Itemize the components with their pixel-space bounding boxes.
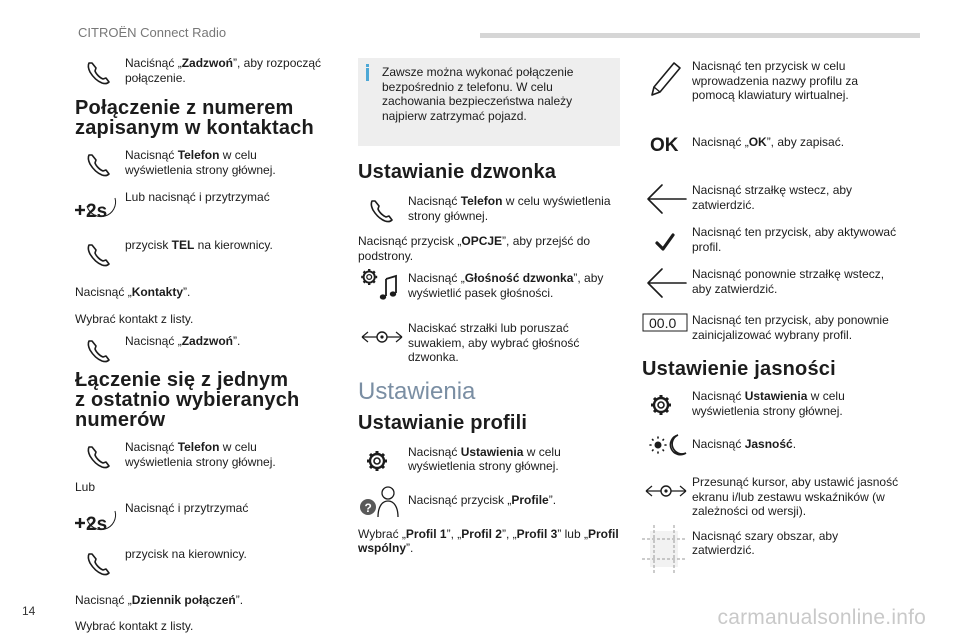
heading-brightness: Ustawienie jasności — [642, 358, 836, 380]
header-divider-bar — [480, 33, 920, 38]
reset-label: 00.0 — [649, 315, 677, 331]
phone-handset-icon — [75, 330, 125, 370]
step-text: Nacisnąć Telefon w celu wyświetlenia strony głównej. — [408, 194, 611, 223]
column-left — [75, 52, 323, 634]
gear-music-note-icon — [358, 267, 408, 307]
step-text: Lub nacisnąć i przytrzymać — [125, 190, 270, 204]
watermark: carmanualsonline.info — [717, 606, 926, 629]
step-call — [75, 330, 323, 370]
step-text: Nacisnąć ten przycisk, aby ponownie zainicjalizować wybrany profil. — [692, 313, 889, 342]
step-brightness-slider — [642, 471, 904, 519]
heading-profiles: Ustawianie profili — [358, 411, 528, 434]
checkmark-icon — [642, 221, 692, 261]
step-text: Nacisnąć szary obszar, aby zatwierdzić. — [692, 528, 839, 557]
step-text: Nacisnąć Jasność. — [692, 437, 797, 451]
column-right — [642, 55, 904, 573]
step-select-contact: Wybrać kontakt z listy. — [75, 311, 194, 326]
pencil-icon — [642, 55, 692, 103]
step-phone-home-2 — [75, 436, 323, 476]
step-settings-home-2 — [642, 385, 904, 425]
step-text: Nacisnąć ten przycisk, aby aktywować profil. — [692, 225, 897, 254]
info-note — [358, 58, 620, 146]
step-settings-home — [358, 441, 620, 481]
phone-handset-icon — [75, 436, 125, 476]
step-call-start — [75, 52, 323, 92]
step-text: Nacisnąć przycisk „Profile”. — [408, 492, 557, 507]
phone-handset-icon — [75, 234, 125, 274]
step-or: Lub — [75, 480, 96, 494]
brightness-moon-icon — [642, 425, 692, 465]
section-title-settings: Ustawienia — [358, 377, 476, 405]
step-activate-profile — [642, 221, 904, 261]
heading-recent-numbers: Łączenie się z jednym z ostatnio wybieranych numerów — [75, 369, 300, 431]
phone-handset-icon — [75, 543, 125, 583]
step-text: przycisk TEL na kierownicy. — [125, 238, 273, 252]
column-middle — [358, 162, 620, 556]
step-options: Nacisnąć przycisk „OPCJE”, aby przejść do podstrony. — [358, 234, 591, 263]
step-select-profile: Wybrać „Profil 1”, „Profil 2”, „Profil 3” lub „Profil wspólny”. — [358, 526, 619, 555]
step-text: Nacisnąć „Głośność dzwonka”, aby wyświetlić pasek głośności. — [408, 271, 604, 300]
ok-label: OK — [650, 135, 679, 156]
page-number: 14 — [22, 604, 36, 618]
step-grey-area — [642, 525, 904, 573]
step-text: Nacisnąć Telefon w celu wyświetlenia strony głównej. — [125, 148, 276, 177]
step-text: Nacisnąć i przytrzymać — [125, 500, 249, 515]
step-text: Nacisnąć Telefon w celu wyświetlenia strony głównej. — [125, 440, 276, 469]
grey-area-grid-icon — [642, 525, 692, 573]
step-ring-volume — [358, 267, 620, 307]
step-press-hold-2 — [75, 497, 323, 537]
step-text: Naciśnąć „Zadzwoń”, aby rozpocząć połączenie. — [125, 56, 322, 85]
heading-call-contacts: Połączenie z numerem zapisanym w kontaktach — [75, 97, 314, 139]
press-hold-2s-icon — [75, 186, 125, 226]
step-text: Nacisnąć Ustawienia w celu wyświetlenia strony głównej. — [692, 389, 845, 418]
step-brightness — [642, 425, 904, 465]
info-icon — [366, 64, 369, 67]
profile-question-icon — [358, 483, 408, 523]
svg-text:?: ? — [364, 500, 372, 515]
step-volume-slider — [358, 317, 620, 365]
step-call-log: Nacisnąć „Dziennik połączeń”. — [75, 592, 244, 607]
info-icon-bar — [366, 68, 369, 81]
back-arrow-icon — [642, 179, 692, 219]
back-arrow-icon — [642, 263, 692, 303]
step-select-contact-2: Wybrać kontakt z listy. — [75, 619, 194, 633]
reset-button-icon — [642, 309, 692, 349]
gear-icon — [358, 441, 408, 481]
step-text: Nacisnąć „Zadzwoń”. — [125, 334, 241, 348]
step-text: Nacisnąć ten przycisk w celu wprowadzenia nazwy profilu za pomocą klawiatury wirtualnej. — [692, 59, 859, 102]
press-hold-2s-icon — [75, 497, 125, 537]
step-text: przycisk na kierownicy. — [125, 546, 247, 561]
step-text: Nacisnąć „OK”, aby zapisać. — [692, 135, 845, 149]
gear-icon — [642, 385, 692, 425]
phone-handset-icon — [75, 52, 125, 92]
phone-handset-icon — [75, 144, 125, 184]
step-steering-button — [75, 543, 323, 583]
step-phone-home-3 — [358, 190, 620, 230]
slider-arrows-icon — [358, 317, 408, 357]
step-contacts: Nacisnąć „Kontakty”. — [75, 285, 191, 299]
step-text: Naciskać strzałki lub poruszać suwakiem, aby wybrać głośność dzwonka. — [408, 321, 580, 364]
step-text: Nacisnąć strzałkę wstecz, aby zatwierdzić. — [692, 183, 853, 212]
step-profiles — [358, 483, 620, 523]
step-tel-button — [75, 234, 323, 274]
step-text: Nacisnąć ponownie strzałkę wstecz, aby zatwierdzić. — [692, 267, 885, 296]
step-ok-save — [642, 123, 904, 163]
step-back-confirm-2 — [642, 263, 904, 303]
step-back-confirm — [642, 179, 904, 219]
info-note-text: Zawsze można wykonać połączenie bezpośrednio z telefonu. W celu zachowania bezpieczeństwa należy najpierw zatrzymać pojazd. — [382, 65, 574, 123]
step-phone-home — [75, 144, 323, 184]
step-reset-profile — [642, 309, 904, 349]
heading-ringtone: Ustawianie dzwonka — [358, 161, 557, 183]
label-2s: 2s — [86, 201, 108, 222]
slider-arrows-icon — [642, 471, 692, 511]
manual-header-title: CITROËN Connect Radio — [78, 25, 227, 40]
step-text: Nacisnąć Ustawienia w celu wyświetlenia strony głównej. — [408, 444, 561, 473]
step-press-hold — [75, 186, 323, 226]
label-2s: 2s — [86, 513, 108, 535]
ok-button-icon — [642, 123, 692, 163]
step-profile-name — [642, 55, 904, 103]
phone-handset-icon — [358, 190, 408, 230]
step-text: Przesunąć kursor, aby ustawić jasność ekranu i/lub zestawu wskaźników (w zależności od wersji). — [692, 475, 899, 518]
